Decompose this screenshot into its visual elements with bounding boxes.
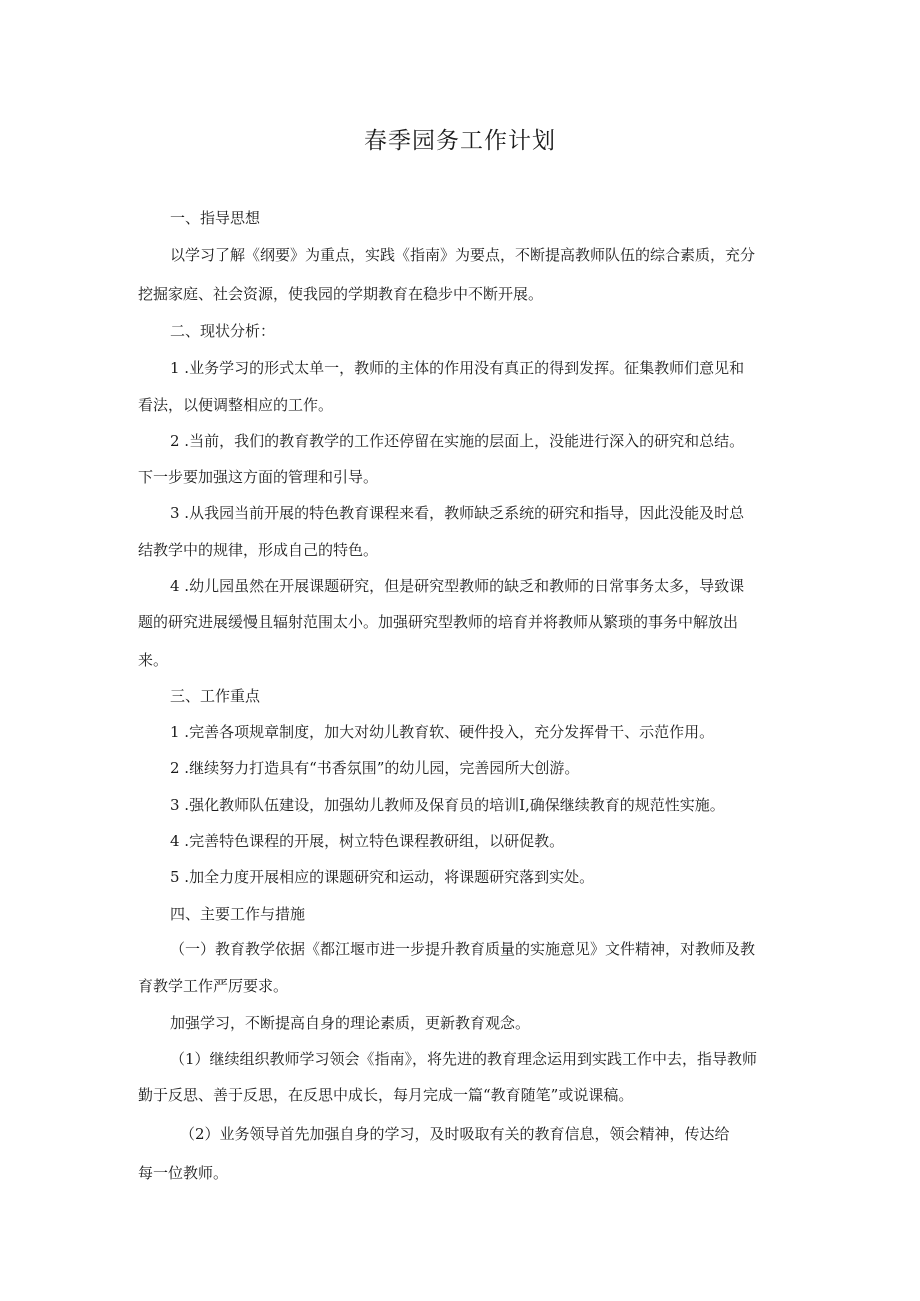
paragraph-line: 题的研究进展缓慢且辐射范围太小。加强研究型教师的培育并将教师从繁琐的事务中解放出	[138, 613, 739, 631]
paragraph-line: 勤于反思、善于反思，在反思中成长，每月完成一篇“教育随笔”或说课稿。	[138, 1086, 634, 1104]
section-heading: 四、主要工作与措施	[170, 905, 306, 923]
document-title: 春季园务工作计划	[364, 128, 556, 154]
paragraph-line: 来。	[138, 651, 169, 669]
paragraph-line: 4 .幼儿园虽然在开展课题研究，但是研究型教师的缺乏和教师的日常事务太多，导致课	[170, 577, 745, 595]
section-heading: 三、工作重点	[170, 687, 261, 705]
list-item: 2 .继续努力打造具有“书香氛围”的幼儿园，完善园所大创游。	[170, 759, 580, 777]
paragraph-line: 3 .从我园当前开展的特色教育课程来看，教师缺乏系统的研究和指导，因此没能及时总	[170, 504, 745, 522]
paragraph-line: （一）教育教学依据《都江堰市进一步提升教育质量的实施意见》文件精神，对教师及教	[170, 940, 756, 958]
paragraph-line: 2 .当前，我们的教育教学的工作还停留在实施的层面上，没能进行深入的研究和总结。	[170, 432, 745, 450]
list-item: 3 .强化教师队伍建设，加强幼儿教师及保育员的培训I,确保继续教育的规范性实施。	[170, 796, 725, 814]
paragraph-line: （1）继续组织教师学习领会《指南》，将先进的教育理念运用到实践工作中去，指导教师	[170, 1050, 758, 1068]
paragraph-line: 加强学习，不断提高自身的理论素质，更新教育观念。	[170, 1014, 531, 1032]
paragraph-line: 以学习了解《纲要》为重点，实践《指南》为要点，不断提高教师队伍的综合素质，充分	[170, 246, 756, 264]
section-heading: 一、指导思想	[170, 209, 261, 227]
paragraph-line: 每一位教师。	[138, 1164, 229, 1182]
paragraph-line: 育教学工作严厉要求。	[138, 977, 289, 995]
paragraph-line: 挖掘家庭、社会资源，使我园的学期教育在稳步中不断开展。	[138, 285, 544, 303]
paragraph-line: 1 .业务学习的形式太单一，教师的主体的作用没有真正的得到发挥。征集教师们意见和	[170, 359, 745, 377]
list-item: 4 .完善特色课程的开展，树立特色课程教研组，以研促教。	[170, 832, 565, 850]
paragraph-line: 结教学中的规律，形成自己的特色。	[138, 541, 379, 559]
paragraph-line: 看法，以便调整相应的工作。	[138, 396, 334, 414]
paragraph-line: （2）业务领导首先加强自身的学习，及时吸取有关的教育信息，领会精神，传达给	[180, 1125, 730, 1143]
paragraph-line: 下一步要加强这方面的管理和引导。	[138, 468, 379, 486]
list-item: 1 .完善各项规章制度，加大对幼儿教育软、硬件投入，充分发挥骨干、示范作用。	[170, 723, 715, 741]
list-item: 5 .加全力度开展相应的课题研究和运动，将课题研究落到实处。	[170, 868, 595, 886]
section-heading: 二、现状分析：	[170, 322, 276, 340]
